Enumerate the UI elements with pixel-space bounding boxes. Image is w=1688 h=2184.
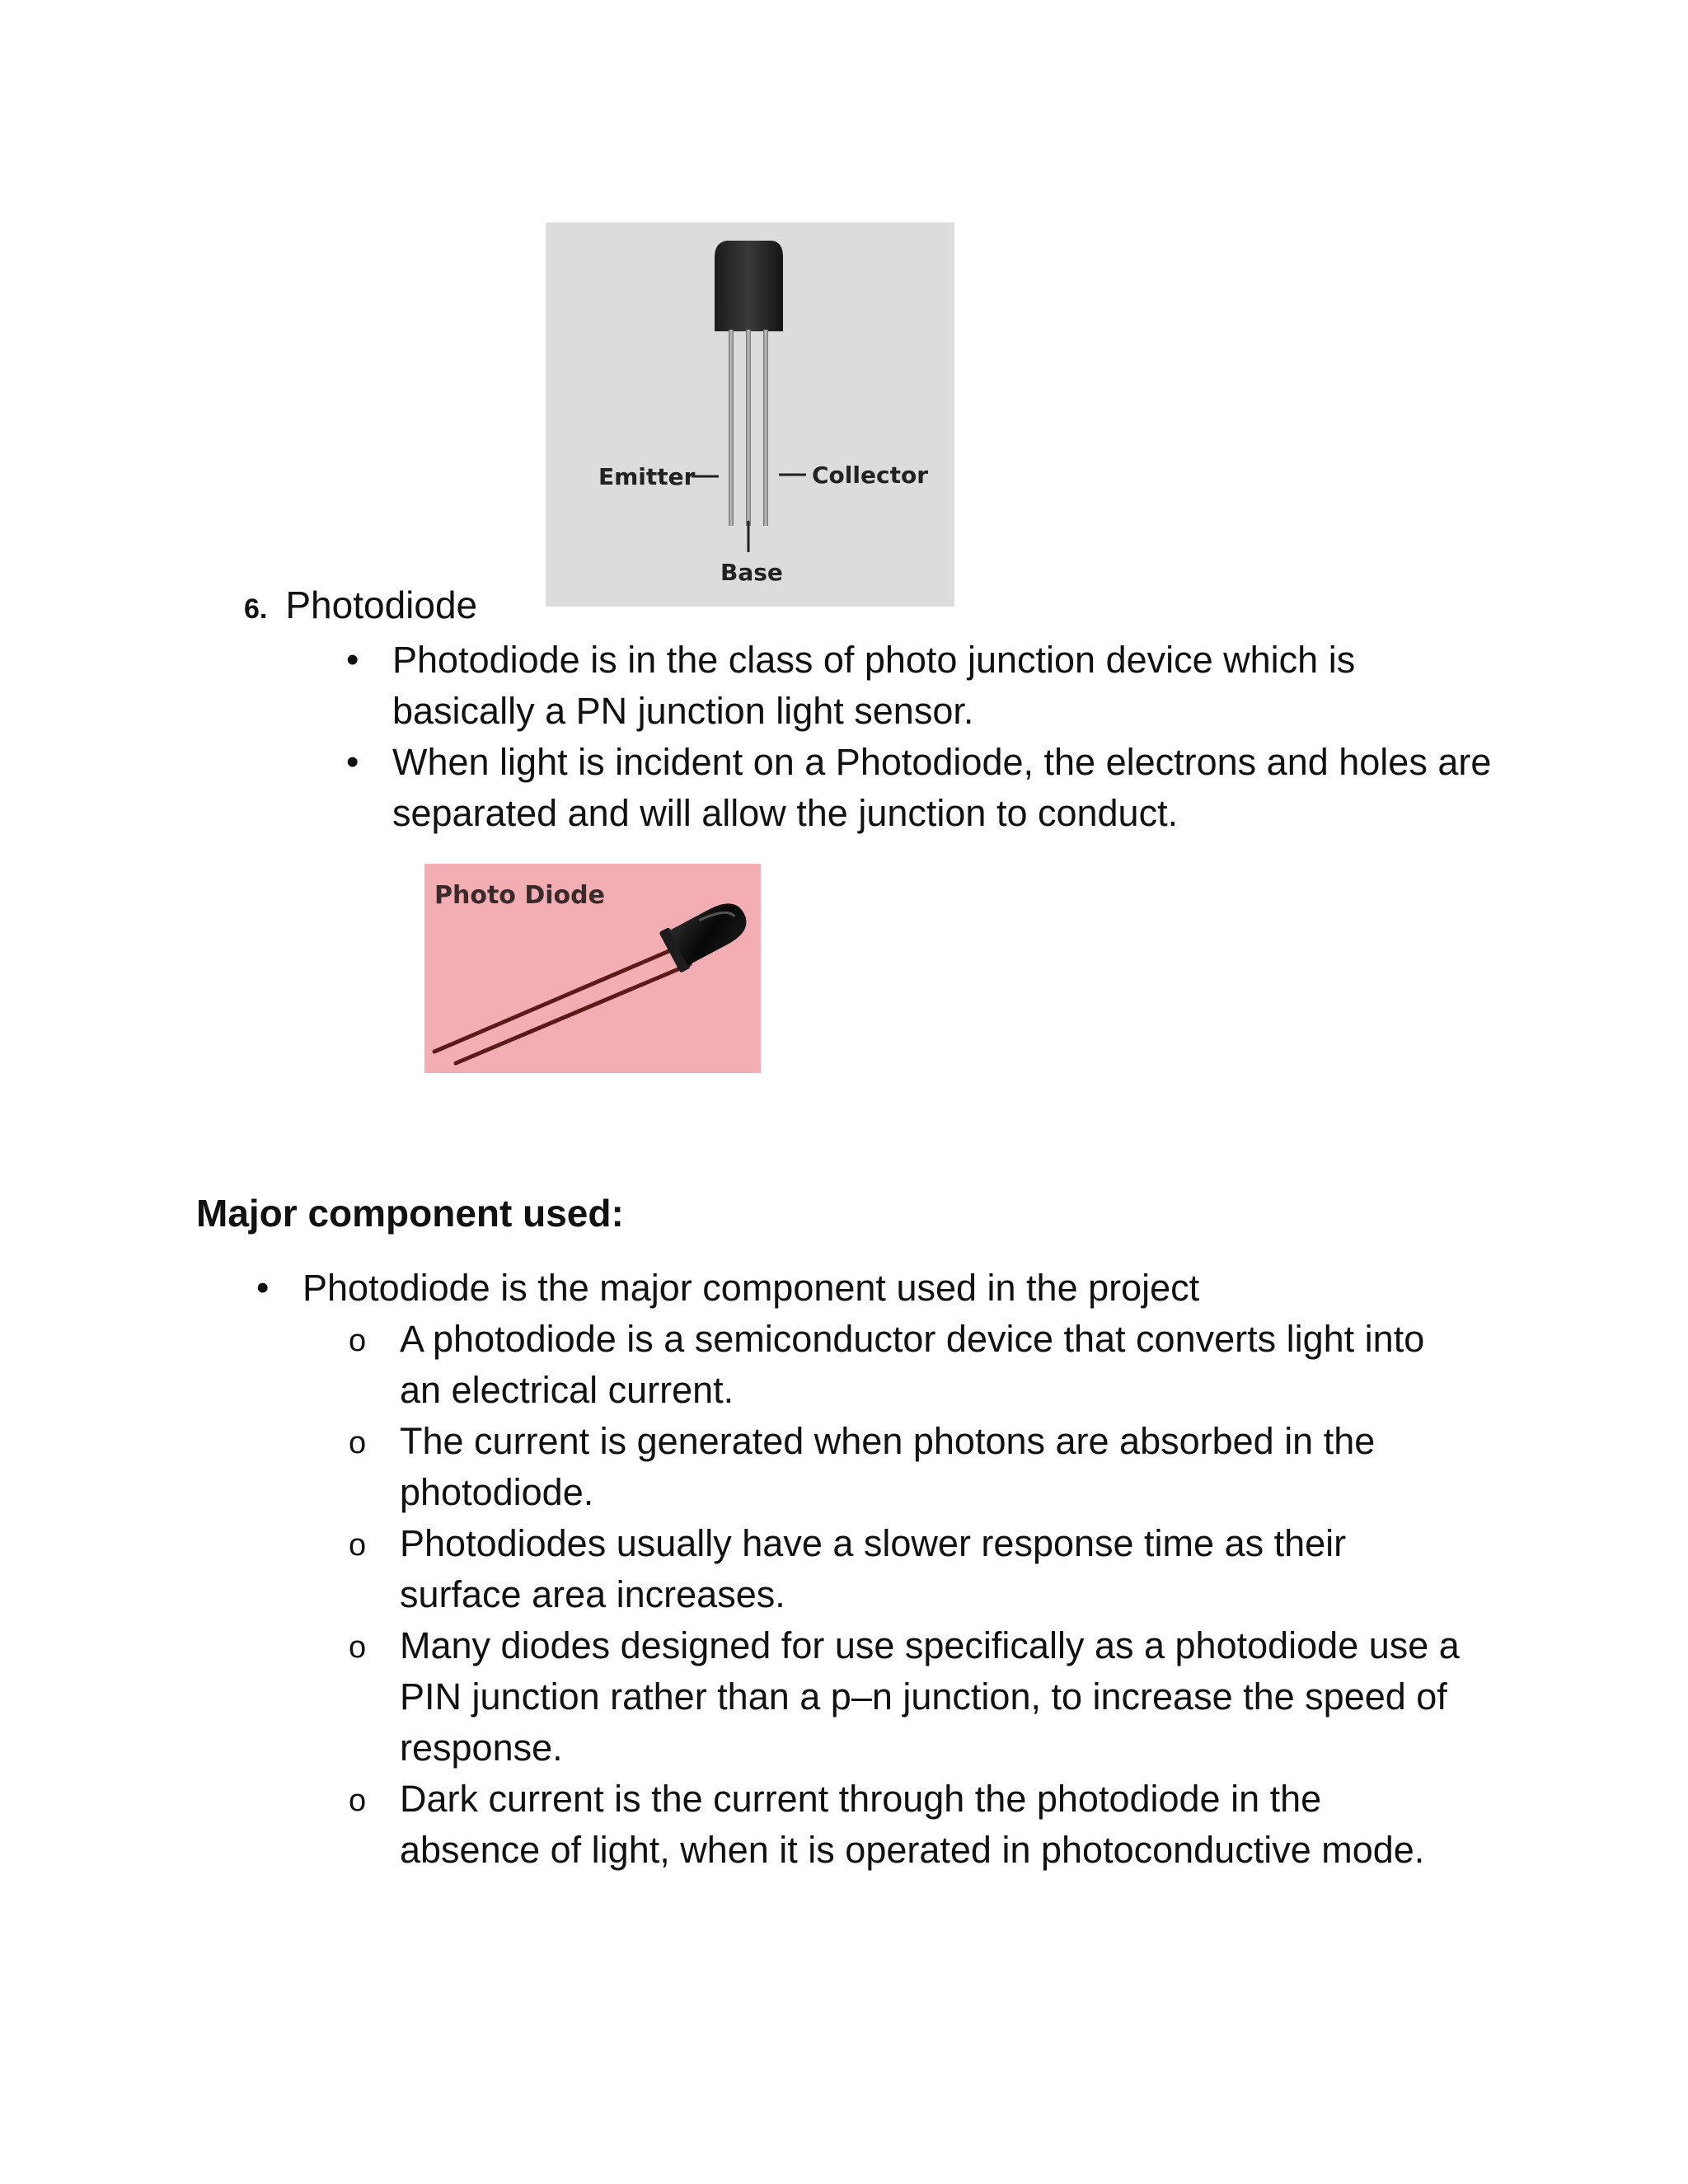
list-item bbox=[349, 1774, 1471, 1876]
sub-bullet-marker: o bbox=[349, 1783, 367, 1818]
base-leg bbox=[746, 330, 751, 526]
list-item bbox=[349, 1416, 1471, 1518]
major-component-sublist bbox=[349, 1314, 1471, 1876]
transistor-image bbox=[546, 223, 954, 607]
emitter-label: Emitter bbox=[598, 463, 696, 490]
list-item bbox=[349, 1620, 1471, 1774]
sub-bullet-text: A photodiode is a semiconductor device that converts light into an electrical current. bbox=[400, 1318, 1425, 1411]
collector-leg bbox=[763, 330, 768, 526]
transistor-body bbox=[715, 241, 783, 331]
photodiode-lead-2 bbox=[456, 964, 690, 1063]
list-item bbox=[349, 1314, 1471, 1416]
bullet-text: Photodiode is the major component used in the project bbox=[302, 1267, 1200, 1309]
sub-bullet-marker: o bbox=[349, 1528, 367, 1563]
list-item bbox=[346, 635, 1505, 737]
sub-bullet-marker: o bbox=[349, 1426, 367, 1460]
bullet-marker: • bbox=[346, 640, 359, 680]
sub-bullet-text: Many diodes designed for use specifically as a photodiode use a PIN junction rather than a p–n junction, to increase the speed of response. bbox=[400, 1624, 1460, 1769]
bullet-marker: • bbox=[256, 1268, 270, 1308]
bullet-text: Photodiode is in the class of photo junction device which is basically a PN junction light sensor. bbox=[392, 639, 1356, 732]
transistor-illustration bbox=[546, 223, 954, 607]
sub-bullet-text: The current is generated when photons are absorbed in the photodiode. bbox=[400, 1420, 1376, 1513]
sub-bullet-marker: o bbox=[349, 1630, 367, 1665]
base-label: Base bbox=[720, 559, 783, 586]
emitter-leg bbox=[729, 330, 734, 526]
section-title: Photodiode bbox=[285, 583, 478, 626]
bullet-marker: • bbox=[346, 742, 359, 782]
list-item bbox=[256, 1263, 1522, 1876]
sub-bullet-text: Dark current is the current through the photodiode in the absence of light, when it is operated in photoconductive mode. bbox=[400, 1778, 1425, 1871]
list-item bbox=[346, 737, 1505, 839]
sub-bullet-marker: o bbox=[349, 1324, 367, 1358]
section-heading-photodiode bbox=[244, 582, 477, 632]
section-number: 6. bbox=[244, 593, 268, 625]
photodiode-lead-1 bbox=[434, 948, 677, 1052]
photodiode-bullet-list bbox=[346, 635, 1505, 839]
major-component-heading: Major component used: bbox=[196, 1192, 624, 1235]
major-component-list bbox=[256, 1263, 1522, 1876]
photodiode-caption: Photo Diode bbox=[434, 881, 605, 910]
sub-bullet-text: Photodiodes usually have a slower response time as their surface area increases. bbox=[400, 1522, 1347, 1615]
photodiode-illustration bbox=[424, 864, 761, 1073]
photodiode-image bbox=[424, 864, 761, 1073]
bullet-text: When light is incident on a Photodiode, the electrons and holes are separated and will allow the junction to conduct. bbox=[392, 741, 1492, 834]
collector-label: Collector bbox=[812, 462, 928, 489]
photodiode-body bbox=[659, 893, 754, 972]
list-item bbox=[349, 1518, 1471, 1620]
